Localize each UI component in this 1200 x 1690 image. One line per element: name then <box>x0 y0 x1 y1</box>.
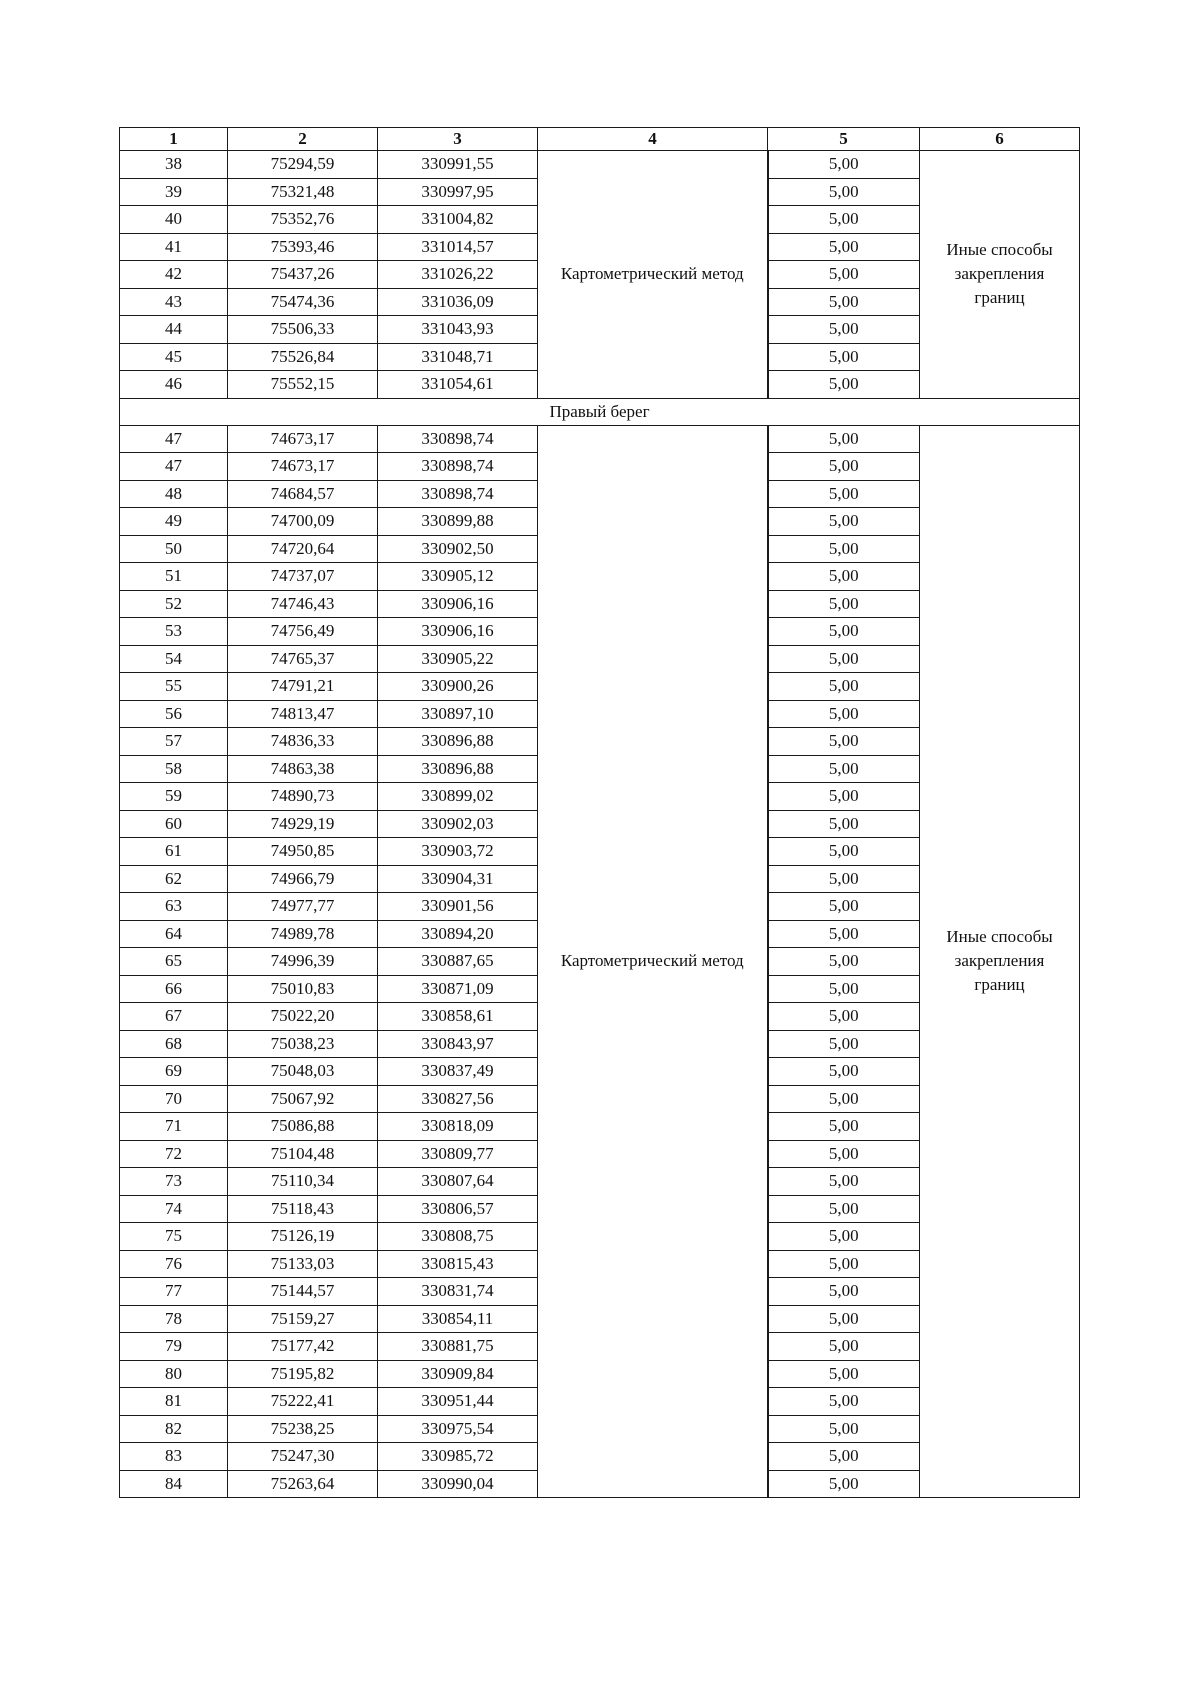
point-number-cell: 63 <box>120 893 228 921</box>
accuracy-cell: 5,00 <box>768 975 920 1003</box>
accuracy-cell: 5,00 <box>768 261 920 289</box>
y-coordinate-cell: 330997,95 <box>378 178 538 206</box>
y-coordinate-cell: 330896,88 <box>378 728 538 756</box>
accuracy-cell: 5,00 <box>768 371 920 399</box>
y-coordinate-cell: 330902,50 <box>378 535 538 563</box>
section-title: Правый берег <box>120 398 1080 425</box>
fixing-method-line: закрепления <box>954 264 1045 284</box>
y-coordinate-cell: 330806,57 <box>378 1195 538 1223</box>
point-number-cell: 60 <box>120 810 228 838</box>
x-coordinate-cell: 75552,15 <box>228 371 378 399</box>
x-coordinate-cell: 74977,77 <box>228 893 378 921</box>
x-coordinate-cell: 75067,92 <box>228 1085 378 1113</box>
point-number-cell: 47 <box>120 425 228 453</box>
point-number-cell: 80 <box>120 1360 228 1388</box>
table-body <box>120 128 1080 1498</box>
point-number-cell: 84 <box>120 1470 228 1498</box>
accuracy-cell: 5,00 <box>768 673 920 701</box>
accuracy-cell: 5,00 <box>768 1223 920 1251</box>
accuracy-cell: 5,00 <box>768 151 920 179</box>
accuracy-cell: 5,00 <box>768 1360 920 1388</box>
x-coordinate-cell: 74700,09 <box>228 508 378 536</box>
accuracy-cell: 5,00 <box>768 590 920 618</box>
y-coordinate-cell: 330898,74 <box>378 425 538 453</box>
accuracy-cell: 5,00 <box>768 1113 920 1141</box>
accuracy-cell: 5,00 <box>768 233 920 261</box>
y-coordinate-cell: 330871,09 <box>378 975 538 1003</box>
x-coordinate-cell: 75038,23 <box>228 1030 378 1058</box>
x-coordinate-cell: 74890,73 <box>228 783 378 811</box>
x-coordinate-cell: 75247,30 <box>228 1443 378 1471</box>
y-coordinate-cell: 330818,09 <box>378 1113 538 1141</box>
x-coordinate-cell: 75133,03 <box>228 1250 378 1278</box>
accuracy-cell: 5,00 <box>768 728 920 756</box>
x-coordinate-cell: 75118,43 <box>228 1195 378 1223</box>
accuracy-cell: 5,00 <box>768 810 920 838</box>
x-coordinate-cell: 75010,83 <box>228 975 378 1003</box>
point-number-cell: 78 <box>120 1305 228 1333</box>
y-coordinate-cell: 330894,20 <box>378 920 538 948</box>
point-number-cell: 73 <box>120 1168 228 1196</box>
accuracy-cell: 5,00 <box>768 838 920 866</box>
x-coordinate-cell: 74756,49 <box>228 618 378 646</box>
point-number-cell: 54 <box>120 645 228 673</box>
accuracy-cell: 5,00 <box>768 508 920 536</box>
x-coordinate-cell: 75474,36 <box>228 288 378 316</box>
y-coordinate-cell: 330991,55 <box>378 151 538 179</box>
point-number-cell: 70 <box>120 1085 228 1113</box>
point-number-cell: 65 <box>120 948 228 976</box>
accuracy-cell: 5,00 <box>768 893 920 921</box>
accuracy-cell: 5,00 <box>768 1003 920 1031</box>
point-number-cell: 77 <box>120 1278 228 1306</box>
point-number-cell: 45 <box>120 343 228 371</box>
point-number-cell: 71 <box>120 1113 228 1141</box>
point-number-cell: 40 <box>120 206 228 234</box>
accuracy-cell: 5,00 <box>768 755 920 783</box>
point-number-cell: 76 <box>120 1250 228 1278</box>
accuracy-cell: 5,00 <box>768 1415 920 1443</box>
x-coordinate-cell: 75177,42 <box>228 1333 378 1361</box>
y-coordinate-cell: 330887,65 <box>378 948 538 976</box>
y-coordinate-cell: 331014,57 <box>378 233 538 261</box>
y-coordinate-cell: 330900,26 <box>378 673 538 701</box>
point-number-cell: 50 <box>120 535 228 563</box>
x-coordinate-cell: 74684,57 <box>228 480 378 508</box>
accuracy-cell: 5,00 <box>768 425 920 453</box>
y-coordinate-cell: 331036,09 <box>378 288 538 316</box>
accuracy-cell: 5,00 <box>768 700 920 728</box>
point-number-cell: 64 <box>120 920 228 948</box>
y-coordinate-cell: 330854,11 <box>378 1305 538 1333</box>
accuracy-cell: 5,00 <box>768 316 920 344</box>
point-number-cell: 67 <box>120 1003 228 1031</box>
header-cell-1: 1 <box>120 128 228 151</box>
header-cell-4: 4 <box>538 128 768 151</box>
y-coordinate-cell: 330843,97 <box>378 1030 538 1058</box>
y-coordinate-cell: 330815,43 <box>378 1250 538 1278</box>
x-coordinate-cell: 75437,26 <box>228 261 378 289</box>
x-coordinate-cell: 74836,33 <box>228 728 378 756</box>
point-number-cell: 39 <box>120 178 228 206</box>
accuracy-cell: 5,00 <box>768 288 920 316</box>
x-coordinate-cell: 74746,43 <box>228 590 378 618</box>
fixing-method-cell <box>920 425 1080 1498</box>
table-row <box>120 425 1080 453</box>
point-number-cell: 53 <box>120 618 228 646</box>
y-coordinate-cell: 330902,03 <box>378 810 538 838</box>
y-coordinate-cell: 330903,72 <box>378 838 538 866</box>
point-number-cell: 57 <box>120 728 228 756</box>
boundary-points-table <box>119 127 1080 1498</box>
accuracy-cell: 5,00 <box>768 948 920 976</box>
y-coordinate-cell: 330904,31 <box>378 865 538 893</box>
point-number-cell: 51 <box>120 563 228 591</box>
point-number-cell: 82 <box>120 1415 228 1443</box>
accuracy-cell: 5,00 <box>768 865 920 893</box>
accuracy-cell: 5,00 <box>768 645 920 673</box>
accuracy-cell: 5,00 <box>768 1168 920 1196</box>
x-coordinate-cell: 75294,59 <box>228 151 378 179</box>
x-coordinate-cell: 74813,47 <box>228 700 378 728</box>
y-coordinate-cell: 330858,61 <box>378 1003 538 1031</box>
point-number-cell: 55 <box>120 673 228 701</box>
header-cell-3: 3 <box>378 128 538 151</box>
y-coordinate-cell: 330899,02 <box>378 783 538 811</box>
accuracy-cell: 5,00 <box>768 1140 920 1168</box>
x-coordinate-cell: 75506,33 <box>228 316 378 344</box>
method-cell: Картометрический метод <box>538 151 768 399</box>
x-coordinate-cell: 74989,78 <box>228 920 378 948</box>
y-coordinate-cell: 330906,16 <box>378 618 538 646</box>
fixing-method-line: границ <box>974 975 1025 995</box>
x-coordinate-cell: 74720,64 <box>228 535 378 563</box>
x-coordinate-cell: 75393,46 <box>228 233 378 261</box>
point-number-cell: 41 <box>120 233 228 261</box>
x-coordinate-cell: 75022,20 <box>228 1003 378 1031</box>
accuracy-cell: 5,00 <box>768 1250 920 1278</box>
table-row <box>120 151 1080 179</box>
x-coordinate-cell: 74950,85 <box>228 838 378 866</box>
accuracy-cell: 5,00 <box>768 1278 920 1306</box>
y-coordinate-cell: 330831,74 <box>378 1278 538 1306</box>
point-number-cell: 47 <box>120 453 228 481</box>
accuracy-cell: 5,00 <box>768 480 920 508</box>
point-number-cell: 46 <box>120 371 228 399</box>
y-coordinate-cell: 330909,84 <box>378 1360 538 1388</box>
x-coordinate-cell: 75159,27 <box>228 1305 378 1333</box>
y-coordinate-cell: 330827,56 <box>378 1085 538 1113</box>
point-number-cell: 56 <box>120 700 228 728</box>
accuracy-cell: 5,00 <box>768 343 920 371</box>
y-coordinate-cell: 330898,74 <box>378 453 538 481</box>
x-coordinate-cell: 74673,17 <box>228 453 378 481</box>
x-coordinate-cell: 75104,48 <box>228 1140 378 1168</box>
x-coordinate-cell: 75238,25 <box>228 1415 378 1443</box>
x-coordinate-cell: 74929,19 <box>228 810 378 838</box>
x-coordinate-cell: 75222,41 <box>228 1388 378 1416</box>
header-row <box>120 128 1080 151</box>
accuracy-cell: 5,00 <box>768 920 920 948</box>
x-coordinate-cell: 75352,76 <box>228 206 378 234</box>
x-coordinate-cell: 75321,48 <box>228 178 378 206</box>
accuracy-cell: 5,00 <box>768 453 920 481</box>
fixing-method-line: закрепления <box>954 951 1045 971</box>
fixing-method-line: границ <box>974 288 1025 308</box>
point-number-cell: 52 <box>120 590 228 618</box>
y-coordinate-cell: 330899,88 <box>378 508 538 536</box>
x-coordinate-cell: 75110,34 <box>228 1168 378 1196</box>
fixing-method-cell <box>920 151 1080 399</box>
point-number-cell: 74 <box>120 1195 228 1223</box>
point-number-cell: 38 <box>120 151 228 179</box>
y-coordinate-cell: 330905,12 <box>378 563 538 591</box>
x-coordinate-cell: 75526,84 <box>228 343 378 371</box>
accuracy-cell: 5,00 <box>768 1195 920 1223</box>
x-coordinate-cell: 74673,17 <box>228 425 378 453</box>
y-coordinate-cell: 331004,82 <box>378 206 538 234</box>
x-coordinate-cell: 75263,64 <box>228 1470 378 1498</box>
accuracy-cell: 5,00 <box>768 1058 920 1086</box>
y-coordinate-cell: 330985,72 <box>378 1443 538 1471</box>
y-coordinate-cell: 331048,71 <box>378 343 538 371</box>
point-number-cell: 79 <box>120 1333 228 1361</box>
y-coordinate-cell: 330808,75 <box>378 1223 538 1251</box>
x-coordinate-cell: 74765,37 <box>228 645 378 673</box>
point-number-cell: 59 <box>120 783 228 811</box>
accuracy-cell: 5,00 <box>768 1305 920 1333</box>
x-coordinate-cell: 75144,57 <box>228 1278 378 1306</box>
x-coordinate-cell: 74791,21 <box>228 673 378 701</box>
accuracy-cell: 5,00 <box>768 1333 920 1361</box>
point-number-cell: 43 <box>120 288 228 316</box>
point-number-cell: 83 <box>120 1443 228 1471</box>
x-coordinate-cell: 75048,03 <box>228 1058 378 1086</box>
x-coordinate-cell: 75086,88 <box>228 1113 378 1141</box>
point-number-cell: 58 <box>120 755 228 783</box>
fixing-method-line: Иные способы <box>946 927 1053 947</box>
y-coordinate-cell: 330975,54 <box>378 1415 538 1443</box>
point-number-cell: 61 <box>120 838 228 866</box>
y-coordinate-cell: 330837,49 <box>378 1058 538 1086</box>
accuracy-cell: 5,00 <box>768 178 920 206</box>
fixing-method-line: Иные способы <box>946 240 1053 260</box>
accuracy-cell: 5,00 <box>768 563 920 591</box>
y-coordinate-cell: 331054,61 <box>378 371 538 399</box>
point-number-cell: 48 <box>120 480 228 508</box>
y-coordinate-cell: 330901,56 <box>378 893 538 921</box>
accuracy-cell: 5,00 <box>768 1470 920 1498</box>
x-coordinate-cell: 74966,79 <box>228 865 378 893</box>
header-cell-2: 2 <box>228 128 378 151</box>
point-number-cell: 62 <box>120 865 228 893</box>
y-coordinate-cell: 330990,04 <box>378 1470 538 1498</box>
y-coordinate-cell: 331043,93 <box>378 316 538 344</box>
y-coordinate-cell: 330896,88 <box>378 755 538 783</box>
point-number-cell: 66 <box>120 975 228 1003</box>
point-number-cell: 69 <box>120 1058 228 1086</box>
method-cell: Картометрический метод <box>538 425 768 1498</box>
point-number-cell: 49 <box>120 508 228 536</box>
accuracy-cell: 5,00 <box>768 1443 920 1471</box>
point-number-cell: 72 <box>120 1140 228 1168</box>
point-number-cell: 44 <box>120 316 228 344</box>
accuracy-cell: 5,00 <box>768 1388 920 1416</box>
accuracy-cell: 5,00 <box>768 206 920 234</box>
point-number-cell: 75 <box>120 1223 228 1251</box>
accuracy-cell: 5,00 <box>768 535 920 563</box>
y-coordinate-cell: 330905,22 <box>378 645 538 673</box>
y-coordinate-cell: 330807,64 <box>378 1168 538 1196</box>
accuracy-cell: 5,00 <box>768 618 920 646</box>
y-coordinate-cell: 331026,22 <box>378 261 538 289</box>
point-number-cell: 42 <box>120 261 228 289</box>
y-coordinate-cell: 330809,77 <box>378 1140 538 1168</box>
y-coordinate-cell: 330897,10 <box>378 700 538 728</box>
x-coordinate-cell: 74863,38 <box>228 755 378 783</box>
y-coordinate-cell: 330906,16 <box>378 590 538 618</box>
point-number-cell: 81 <box>120 1388 228 1416</box>
accuracy-cell: 5,00 <box>768 1030 920 1058</box>
y-coordinate-cell: 330881,75 <box>378 1333 538 1361</box>
header-cell-5: 5 <box>768 128 920 151</box>
x-coordinate-cell: 74737,07 <box>228 563 378 591</box>
section-title-row <box>120 398 1080 425</box>
accuracy-cell: 5,00 <box>768 1085 920 1113</box>
x-coordinate-cell: 75126,19 <box>228 1223 378 1251</box>
x-coordinate-cell: 75195,82 <box>228 1360 378 1388</box>
point-number-cell: 68 <box>120 1030 228 1058</box>
y-coordinate-cell: 330898,74 <box>378 480 538 508</box>
x-coordinate-cell: 74996,39 <box>228 948 378 976</box>
header-cell-6: 6 <box>920 128 1080 151</box>
accuracy-cell: 5,00 <box>768 783 920 811</box>
y-coordinate-cell: 330951,44 <box>378 1388 538 1416</box>
